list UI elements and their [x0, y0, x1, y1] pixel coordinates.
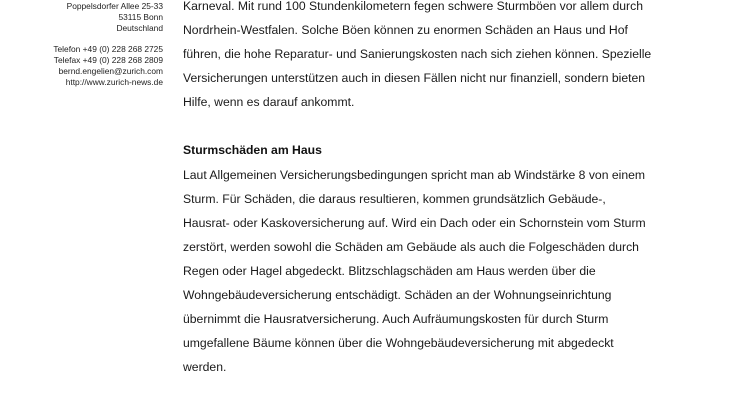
phone-number: Telefon +49 (0) 228 268 2725: [53, 44, 163, 55]
contact-block: [0, 44, 163, 87]
article-body: [183, 0, 653, 379]
section-heading: Sturmschäden am Haus: [183, 143, 322, 158]
fax-number: Telefax +49 (0) 228 268 2809: [53, 55, 163, 66]
address-block: [0, 1, 163, 33]
section-paragraph: Laut Allgemeinen Versicherungsbedingungen spricht man ab Windstärke 8 von einem Sturm. Für Schäden, die daraus resultieren, kommen grundsätzlich Gebäude-, Hausrat- oder Kaskoversicherung auf. Wird ein Dach oder ein Schornstein vom Sturm zerstört, werden sowohl die Schäden am Gebäude als auch die Folgeschäden durch Regen oder Hagel abgedeckt. Blitzschlagschäden am Haus werden über die Wohngebäudeversicherung entschädigt. Schäden an der Wohnungseinrichtung übernimmt die Hausratversicherung. Auch Aufräumungskosten für durch Sturm umgefallene Bäume können über die Wohngebäudeversicherung mit abgedeckt werden.: [183, 167, 646, 375]
intro-paragraph: Karneval. Mit rund 100 Stundenkilometern fegen schwere Sturmböen vor allem durch Nordrhein-Westfalen. Solche Böen können zu enormen Schäden an Haus und Hof führen, die hohe Reparatur- und Sanierungskosten nach sich ziehen können. Spezielle Versicherungen unterstützen auch in diesen Fällen nicht nur finanziell, sondern bieten Hilfe, wenn es darauf ankommt.: [183, 0, 652, 110]
address-city: 53115 Bonn: [118, 11, 163, 22]
address-street: Poppelsdorfer Allee 25-33: [66, 1, 163, 11]
email-address[interactable]: bernd.engelien@zurich.com: [58, 65, 163, 76]
contact-sidebar: [0, 0, 163, 88]
address-country: Deutschland: [116, 22, 163, 33]
website-link[interactable]: http://www.zurich-news.de: [65, 76, 163, 87]
